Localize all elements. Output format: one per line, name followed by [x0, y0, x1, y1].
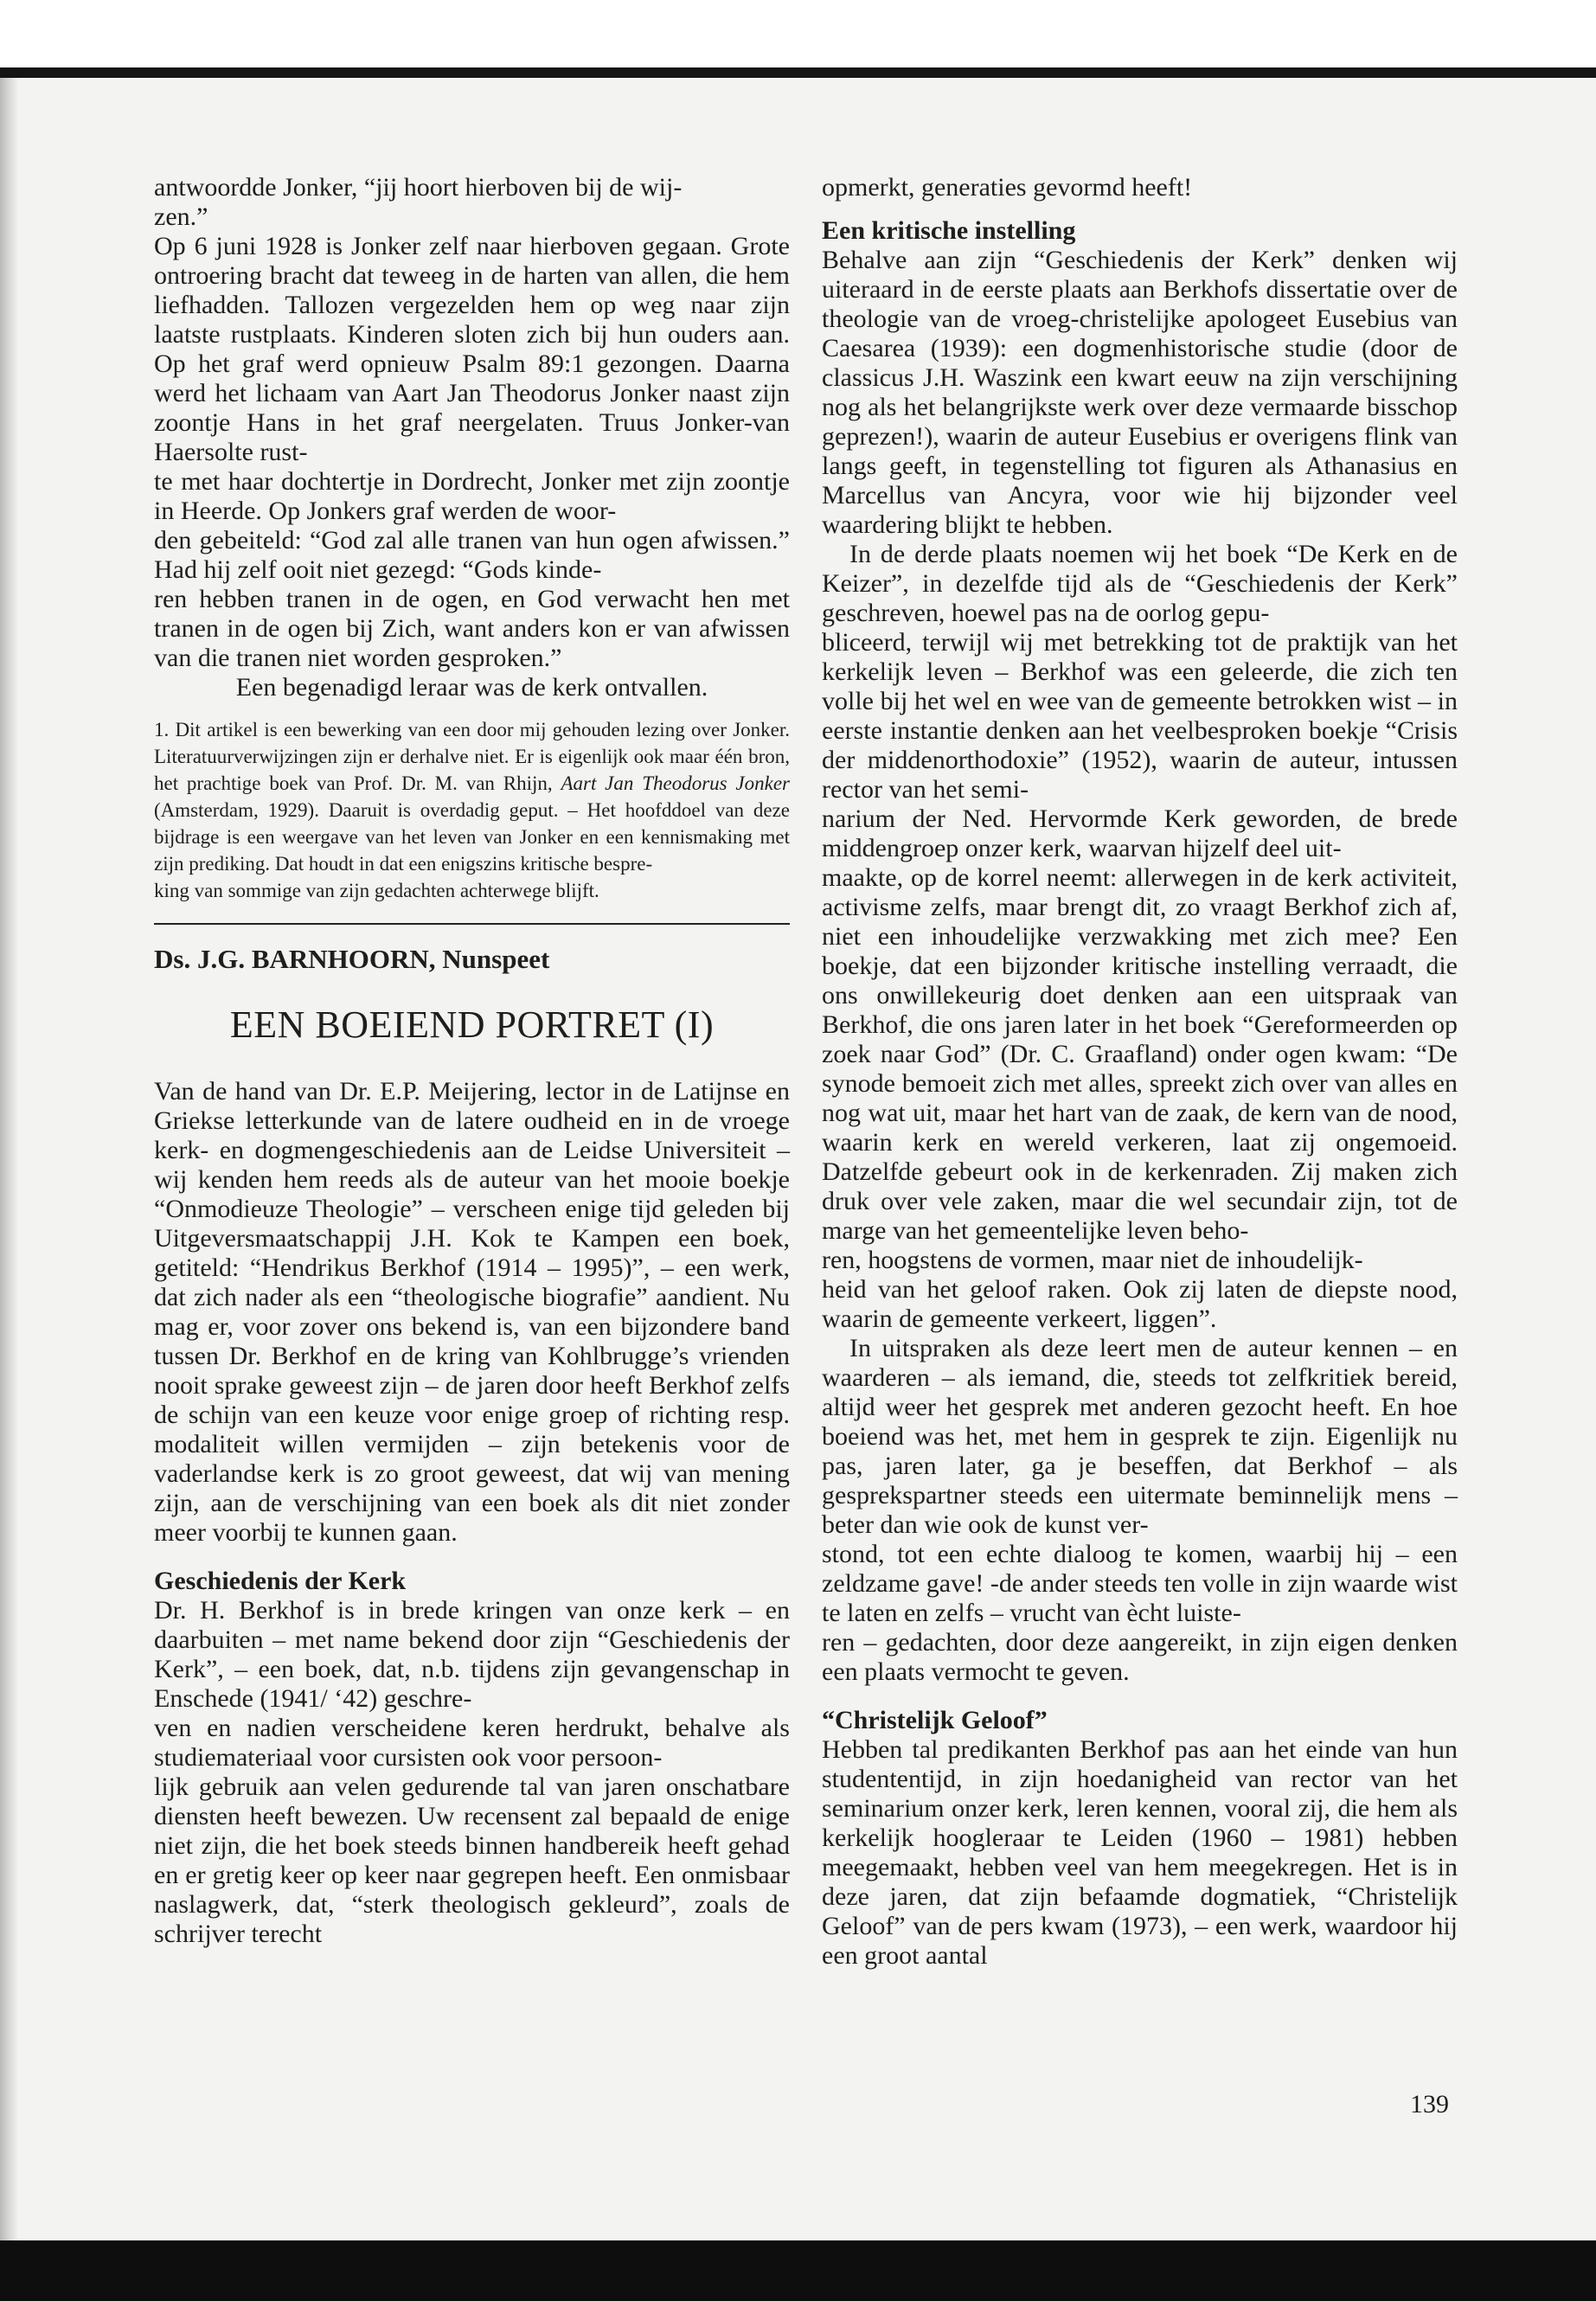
paragraph-kerk-en-keizer: In de derde plaats noemen wij het boek “De Kerk en de Keizer”, in dezelfde tijd als de “Geschiedenis der Kerk” geschreven, hoewel pas na de oorlog gepu- bliceerd, terwijl wij met betrekking tot de praktijk van het kerkelijk leven – Berkhof was een geleerde, die zich ten volle bij het wel en wee van de gemeente betrokken wist – in eerste instantie denken aan het veelbesproken boekje “Crisis der middenorthodoxie” (1952), waarin de auteur, intussen rector van het semi- narium der Ned. Hervormde Kerk geworden, de brede middengroep onzer kerk, waarvan hijzelf deel uit- maakte, op de korrel neemt: allerwegen in de kerk activiteit, activisme zelfs, maar brengt dit, zo vraagt Berkhof zich af, niet een inhoudelijke verzwakking met zich mee? Een boekje, dat een bijzonder kritische instelling verraadt, die ons onwillekeurig doet denken aan een uitspraak van Berkhof, die ons jaren later in het boek “Gereformeerden op zoek naar God” (Dr. C. Graafland) onder ogen kwam: “De synode bemoeit zich met alles, spreekt zich over van alles en nog wat uit, maar het hart van de zaak, de kern van de nood, waarin kerk en wereld verkeren, laat zij ongemoeid. Datzelfde gebeurt ook in de kerkenraden. Zij maken zich druk over vele zaken, maar die wel secundair zijn, tot de marge van het gemeentelijke leven beho- ren, hoogstens de vormen, maar niet de inhoudelijk- heid van het geloof raken. Ook zij laten de diepste nood, waarin de gemeente verkeert, liggen”.: [822, 540, 1458, 1333]
right-column: [822, 173, 1458, 1971]
scan-border-bottom: [0, 2240, 1596, 2301]
page-spine-shadow: [0, 78, 17, 2240]
paragraph-jonker-answer: antwoordde Jonker, “jij hoort hierboven bij de wij- zen.”: [154, 173, 683, 231]
scan-border-top: [0, 67, 1596, 78]
paragraph-intro: Van de hand van Dr. E.P. Meijering, lector in de Latijnse en Griekse letterkunde van de latere oudheid en in de vroege kerk- en dogmengeschiedenis aan de Leidse Universiteit – wij kenden hem reeds als de auteur van het mooie boekje “Onmodieuze Theologie” – verscheen enige tijd geleden bij Uitgeversmaatschappij J.H. Kok te Kampen een boek, getiteld: “Hendrikus Berkhof (1914 – 1995)”, – een werk, dat zich nader als een “theologische biografie” aandient. Nu mag er, voor zover ons bekend is, van een bijzondere band tussen Dr. Berkhof en de kring van Kohlbrugge’s vrienden nooit sprake geweest zijn – de jaren door heeft Berkhof zelfs de schijn van een keuze voor enige groep of richting resp. modaliteit willen vermijden – zijn betekenis voor de vaderlandse kerk is zo groot geweest, dat wij van mening zijn, aan de verschijning van een boek als dit niet zonder meer voorbij te kunnen gaan.: [154, 1077, 790, 1547]
left-column: [154, 173, 790, 1949]
paragraph-christelijk-geloof: Hebben tal predikanten Berkhof pas aan het einde van hun studententijd, in zijn hoedanigheid van rector van het seminarium onzer kerk, leren kennen, vooral zij, die hem als kerkelijk hoogleraar te Leiden (1960 – 1981) hebben meegemaakt, hebben veel van hem meegekregen. Het is in deze jaren, dat zijn befaamde dogmatiek, “Christelijk Geloof” van de pers kwam (1973), – een werk, waardoor hij een groot aantal: [822, 1735, 1458, 1970]
footnote-text-1: 1. Dit artikel is een bewerking van een door mij gehouden lezing over Jonker. Literatuurverwijzingen zijn er derhalve niet. Er is eigenlijk ook maar één bron, het prachtige boek van Prof. Dr. M. van Rhijn,: [154, 719, 790, 794]
section-heading-kritische: Een kritische instelling: [822, 216, 1076, 245]
section-heading-geschiedenis: Geschiedenis der Kerk: [154, 1567, 407, 1595]
paragraph-continuation: opmerkt, generaties gevormd heeft!: [822, 173, 1193, 202]
paragraph-jonker-death: Op 6 juni 1928 is Jonker zelf naar hierboven gegaan. Grote ontroering bracht dat teweeg in de harten van allen, die hem liefhadden. Tallozen vergezelden hem op weg naar zijn laatste rustplaats. Kinderen sloten zich bij hun ouders aan. Op het graf werd opnieuw Psalm 89:1 gezongen. Daarna werd het lichaam van Aart Jan Theodorus Jonker naast zijn zoontje Hans in het graf neergelaten. Truus Jonker-van Haersolte rust- te met haar dochtertje in Dordrecht, Jonker met zijn zoontje in Heerde. Op Jonkers graf werden de woor- den gebeiteld: “God zal alle tranen van hun ogen afwissen.” Had hij zelf ooit niet gezegd: “Gods kinde- ren hebben tranen in de ogen, en God verwacht hen met tranen in de ogen bij Zich, want anders kon er van afwissen van die tranen niet worden gesproken.”: [154, 232, 790, 672]
article-divider: [154, 923, 790, 925]
page-number: 139: [1410, 2090, 1449, 2118]
paragraph-closing: Een begenadigd leraar was de kerk ontvallen.: [235, 673, 708, 702]
section-heading-christelijk-geloof: “Christelijk Geloof”: [822, 1706, 1048, 1734]
paragraph-dissertatie: Behalve aan zijn “Geschiedenis der Kerk” denken wij uiteraard in de eerste plaats aan Berkhofs dissertatie over de theologie van de vroeg-christelijke apologeet Eusebius van Caesarea (1939): een dogmenhistorische studie (door de classicus J.H. Waszink een kwart eeuw na zijn verschijning nog als het belangrijkste werk over deze vermaarde bisschop geprezen!), waarin de auteur Eusebius er overigens flink van langs geeft, in tegenstelling tot figuren als Athanasius en Marcellus van Ancyra, voor wie hij bijzonder veel waardering blijkt te hebben.: [822, 246, 1458, 539]
footnote-text-2: (Amsterdam, 1929). Daaruit is overdadig geput. – Het hoofddoel van deze bijdrage is een weergave van het leven van Jonker en een kennismaking met zijn prediking. Dat houdt in dat een enigszins kritische bespre- king van sommige van zijn gedachten achterwege blijft.: [154, 799, 790, 901]
paragraph-uitspraken: In uitspraken als deze leert men de auteur kennen – en waarderen – als iemand, die, steeds tot zelfkritiek bereid, altijd weer het gesprek met anderen gezocht heeft. En hoe boeiend was het, met hem in gesprek te zijn. Eigenlijk nu pas, jaren later, ga je beseffen, dat Berkhof – als gesprekspartner steeds een uitermate beminnelijk mens – beter dan wie ook de kunst ver- stond, tot een echte dialoog te komen, waarbij hij – een zeldzame gave! -de ander steeds ten volle in zijn waarde wist te laten en zelfs – vrucht van ècht luiste- ren – gedachten, door deze aangereikt, in zijn eigen denken een plaats vermocht te geven.: [822, 1334, 1458, 1686]
footnote: [154, 716, 790, 904]
article-author: Ds. J.G. BARNHOORN, Nunspeet: [154, 944, 550, 974]
footnote-book-title: Aart Jan Theodorus Jonker: [561, 772, 790, 794]
article-title: EEN BOEIEND PORTRET (I): [229, 1003, 715, 1046]
paragraph-geschiedenis: Dr. H. Berkhof is in brede kringen van onze kerk – en daarbuiten – met name bekend door zijn “Geschiedenis der Kerk”, – een boek, dat, n.b. tijdens zijn gevangenschap in Enschede (1941/ ‘42) geschre- ven en nadien verscheidene keren herdrukt, behalve als studiemateriaal voor cursisten ook voor persoon- lijk gebruik aan velen gedurende tal van jaren onschatbare diensten heeft bewezen. Uw recensent zal bepaald de enige niet zijn, die het boek steeds binnen handbereik heeft gehad en er gretig keer op keer naar gegrepen heeft. Een onmisbaar naslagwerk, dat, “sterk theologisch gekleurd”, zoals de schrijver terecht: [154, 1596, 790, 1948]
